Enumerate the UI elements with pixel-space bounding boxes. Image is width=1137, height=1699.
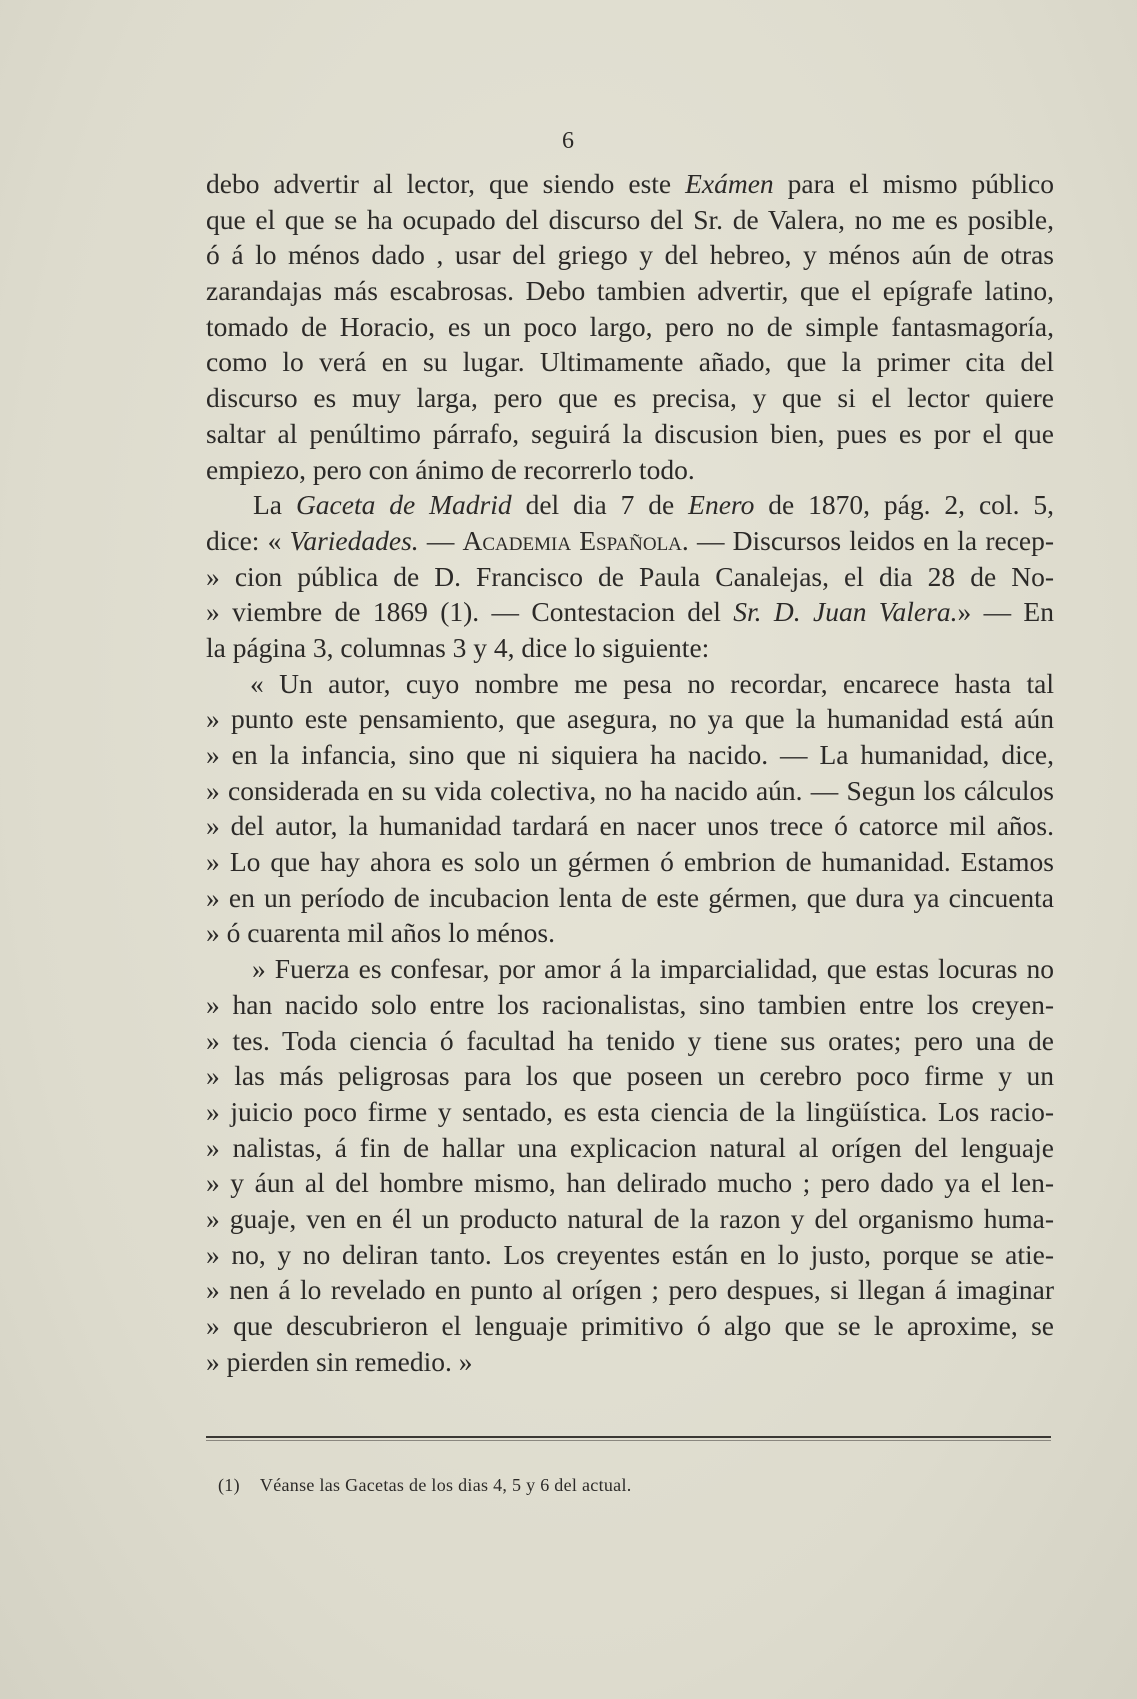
text-line: » y áun al del hombre mismo, han delirado mucho ; pero dado ya el len- (206, 1167, 1054, 1199)
text-line: » punto este pensamiento, que asegura, no ya que la humanidad está aún (206, 703, 1054, 735)
text-line: » Fuerza es confesar, por amor á la imparcialidad, que estas locuras no (252, 953, 1054, 985)
text-line: discurso es muy larga, pero que es precisa, y que si el lector quiere (206, 382, 1054, 414)
text-line: saltar al penúltimo párrafo, seguirá la discusion bien, pues es por el que (206, 417, 1054, 449)
text-line: » que descubrieron el lenguaje primitivo ó algo que se le aproxime, se (206, 1310, 1054, 1341)
page-number: 6 (562, 128, 575, 154)
footnote-text: Véanse las Gacetas de los dias 4, 5 y 6 del actual. (259, 1475, 632, 1495)
text-line: » en un período de incubacion lenta de este gérmen, que dura ya cincuenta (206, 881, 1054, 913)
text-line: » han nacido solo entre los racionalistas, sino tambien entre los creyen- (206, 988, 1054, 1020)
text-line: « Un autor, cuyo nombre me pesa no recordar, encarece hasta tal (250, 667, 1054, 699)
text-line: zarandajas más escabrosas. Debo tambien advertir, que el epígrafe latino, (206, 275, 1054, 307)
text-line: » en la infancia, sino que ni siquiera ha nacido. — La humanidad, dice, (206, 739, 1054, 770)
text-line: empiezo, pero con ánimo de recorrerlo todo. (206, 453, 695, 485)
footnote-mark: (1) (218, 1475, 240, 1495)
text-line: » tes. Toda ciencia ó facultad ha tenido y tiene sus orates; pero una de (206, 1024, 1054, 1056)
text-line: » las más peligrosas para los que poseen un cerebro poco firme y un (206, 1060, 1054, 1092)
text-line: ó á lo ménos dado , usar del griego y del hebreo, y ménos aún de otras (206, 239, 1054, 271)
text-line: dice: « Variedades. — Academia Española. — Discursos leidos en la recep- (206, 524, 1054, 556)
text-line: » nalistas, á fin de hallar una explicacion natural al orígen del lenguaje (206, 1131, 1054, 1163)
text-line: como lo verá en su lugar. Ultimamente añado, que la primer cita del (206, 346, 1054, 378)
text-line: tomado de Horacio, es un poco largo, pero no de simple fantasmagoría, (206, 310, 1054, 342)
text-line: » cion pública de D. Francisco de Paula Canalejas, el dia 28 de No- (206, 560, 1054, 592)
text-line: » pierden sin remedio. » (206, 1345, 473, 1377)
text-line: » viembre de 1869 (1). — Contestacion del Sr. D. Juan Valera.» — En (206, 596, 1054, 628)
footnote (218, 1475, 632, 1496)
text-line: » Lo que hay ahora es solo un gérmen ó embrion de humanidad. Estamos (206, 846, 1054, 878)
text-line: » nen á lo revelado en punto al orígen ; pero despues, si llegan á imaginar (206, 1274, 1054, 1306)
text-line: La Gaceta de Madrid del dia 7 de Enero de 1870, pág. 2, col. 5, (253, 489, 1054, 521)
text-line: la página 3, columnas 3 y 4, dice lo siguiente: (206, 631, 710, 663)
body-text (206, 166, 1054, 1379)
text-line: » no, y no deliran tanto. Los creyentes están en lo justo, porque se atie- (206, 1238, 1054, 1270)
text-line: que el que se ha ocupado del discurso del Sr. de Valera, no me es posible, (206, 203, 1054, 235)
text-line: » juicio poco firme y sentado, es esta ciencia de la lingüística. Los racio- (206, 1095, 1054, 1127)
text-line: » ó cuarenta mil años lo ménos. (206, 917, 556, 949)
text-line: » guaje, ven en él un producto natural de la razon y del organismo huma- (206, 1202, 1054, 1234)
text-line: » del autor, la humanidad tardará en nacer unos trece ó catorce mil años. (206, 810, 1054, 842)
footnote-divider (206, 1436, 1051, 1438)
text-line: » considerada en su vida colectiva, no ha nacido aún. — Segun los cálculos (206, 774, 1054, 806)
text-line: debo advertir al lector, que siendo este Exámen para el mismo público (206, 168, 1054, 199)
